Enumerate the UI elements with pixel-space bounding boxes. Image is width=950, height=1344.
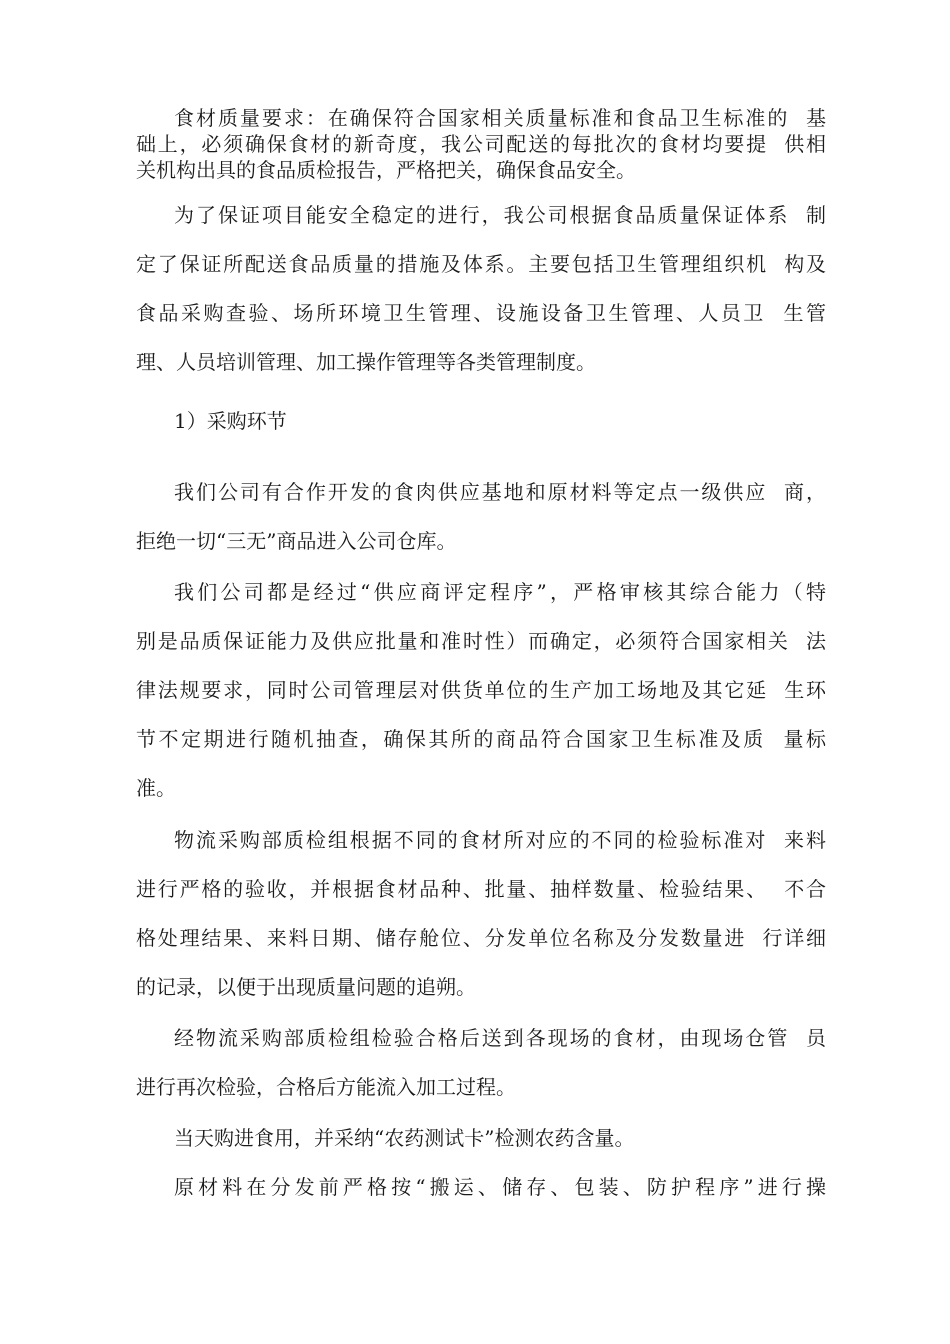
paragraph-line: 关机构出具的食品质检报告，严格把关，确保食品安全。 xyxy=(136,158,636,182)
paragraph-line: 的记录，以便于出现质量问题的追朔。 xyxy=(136,975,476,999)
section-heading: 1）采购环节 xyxy=(174,409,287,433)
paragraph-line: 础上，必须确保食材的新奇度，我公司配送的每批次的食材均要提 供相 xyxy=(136,132,826,156)
paragraph-line: 准。 xyxy=(136,776,176,800)
paragraph-line: 为了保证项目能安全稳定的进行，我公司根据食品质量保证体系 制 xyxy=(174,203,826,227)
paragraph-line: 当天购进食用，并采纳“农药测试卡”检测农药含量。 xyxy=(174,1126,635,1150)
paragraph-line: 原材料在分发前严格按“搬运、储存、包装、防护程序”进行操 xyxy=(174,1175,826,1199)
paragraph-line: 理、人员培训管理、加工操作管理等各类管理制度。 xyxy=(136,350,596,374)
paragraph-line: 格处理结果、来料日期、储存舱位、分发单位名称及分发数量进 行详细 xyxy=(136,926,826,950)
paragraph-line: 我们公司都是经过“供应商评定程序”，严格审核其综合能力（特 xyxy=(174,580,826,604)
paragraph-line: 食品采购查验、场所环境卫生管理、设施设备卫生管理、人员卫 生管 xyxy=(136,301,826,325)
paragraph-line: 食材质量要求：在确保符合国家相关质量标准和食品卫生标准的 基 xyxy=(174,106,826,130)
paragraph-line: 定了保证所配送食品质量的措施及体系。主要包括卫生管理组织机 构及 xyxy=(136,252,826,276)
paragraph-line: 经物流采购部质检组检验合格后送到各现场的食材，由现场仓管 员 xyxy=(174,1026,826,1050)
paragraph-line: 进行严格的验收，并根据食材品种、批量、抽样数量、检验结果、 不合 xyxy=(136,877,826,901)
paragraph-line: 我们公司有合作开发的食肉供应基地和原材料等定点一级供应 商， xyxy=(174,480,826,504)
paragraph-line: 节不定期进行随机抽查，确保其所的商品符合国家卫生标准及质 量标 xyxy=(136,727,826,751)
paragraph-line: 拒绝一切“三无”商品进入公司仓库。 xyxy=(136,529,457,553)
paragraph-line: 律法规要求，同时公司管理层对供货单位的生产加工场地及其它延 生环 xyxy=(136,678,826,702)
paragraph-line: 进行再次检验，合格后方能流入加工过程。 xyxy=(136,1075,516,1099)
paragraph-line: 物流采购部质检组根据不同的食材所对应的不同的检验标准对 来料 xyxy=(174,828,826,852)
paragraph-line: 别是品质保证能力及供应批量和准时性）而确定，必须符合国家相关 法 xyxy=(136,629,826,653)
